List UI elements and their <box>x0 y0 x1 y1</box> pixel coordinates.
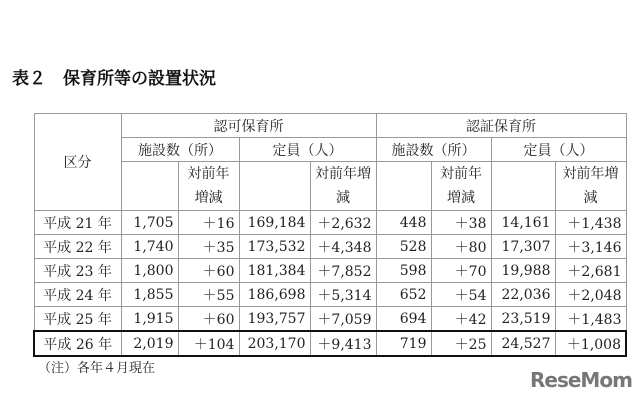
cell-value: 719 <box>376 331 431 356</box>
table-row <box>34 331 626 356</box>
cell-value: 19,988 <box>491 259 555 283</box>
cell-value: 2,019 <box>121 331 178 356</box>
cell-value: ＋35 <box>178 235 239 259</box>
cell-value: 186,698 <box>239 283 310 307</box>
nursery-table <box>33 113 627 357</box>
cell-value: ＋2,681 <box>555 259 626 283</box>
header-category: 区分 <box>34 114 121 211</box>
cell-value: ＋60 <box>178 259 239 283</box>
header-facilities: 施設数（所） <box>376 138 491 162</box>
cell-value: ＋7,059 <box>310 307 376 332</box>
header-change: 対前年増減 <box>555 162 626 211</box>
cell-value: 1,800 <box>121 259 178 283</box>
cell-value: 173,532 <box>239 235 310 259</box>
cell-value: ＋25 <box>431 331 491 356</box>
cell-value: ＋54 <box>431 283 491 307</box>
cell-value: ＋4,348 <box>310 235 376 259</box>
cell-value: 652 <box>376 283 431 307</box>
cell-value: 169,184 <box>239 211 310 235</box>
cell-value: ＋16 <box>178 211 239 235</box>
cell-value: ＋3,146 <box>555 235 626 259</box>
cell-value: ＋1,483 <box>555 307 626 332</box>
cell-value: 17,307 <box>491 235 555 259</box>
cell-value: ＋60 <box>178 307 239 332</box>
table-row <box>34 259 626 283</box>
cell-value: 1,740 <box>121 235 178 259</box>
cell-value: ＋1,438 <box>555 211 626 235</box>
cell-value: 203,170 <box>239 331 310 356</box>
cell-value: ＋7,852 <box>310 259 376 283</box>
cell-value: ＋2,048 <box>555 283 626 307</box>
table-row <box>34 211 626 235</box>
table-row <box>34 283 626 307</box>
table-row <box>34 235 626 259</box>
header-facilities: 施設数（所） <box>121 138 239 162</box>
cell-value: ＋55 <box>178 283 239 307</box>
header-licensed: 認可保育所 <box>121 114 376 138</box>
cell-value: 528 <box>376 235 431 259</box>
row-year: 平成 23 年 <box>34 259 121 283</box>
row-year: 平成 26 年 <box>34 331 121 356</box>
cell-value: ＋80 <box>431 235 491 259</box>
cell-value: ＋42 <box>431 307 491 332</box>
resemom-logo: ReseMom <box>530 368 632 392</box>
cell-value: 1,855 <box>121 283 178 307</box>
footnote: （注）各年４月現在 <box>38 361 156 376</box>
cell-value: 1,915 <box>121 307 178 332</box>
row-year: 平成 25 年 <box>34 307 121 332</box>
cell-value: ＋9,413 <box>310 331 376 356</box>
table-title: 表２ 保育所等の設置状況 <box>12 69 216 89</box>
header-change: 対前年増減 <box>310 162 376 211</box>
cell-value: ＋38 <box>431 211 491 235</box>
cell-value: 14,161 <box>491 211 555 235</box>
cell-value: ＋1,008 <box>555 331 626 356</box>
row-year: 平成 22 年 <box>34 235 121 259</box>
cell-value: 23,519 <box>491 307 555 332</box>
cell-value: 448 <box>376 211 431 235</box>
table-row <box>34 307 626 332</box>
header-certified: 認証保育所 <box>376 114 626 138</box>
header-capacity: 定員（人） <box>239 138 376 162</box>
header-capacity: 定員（人） <box>491 138 626 162</box>
cell-value: 22,036 <box>491 283 555 307</box>
row-year: 平成 24 年 <box>34 283 121 307</box>
cell-value: 1,705 <box>121 211 178 235</box>
cell-value: 598 <box>376 259 431 283</box>
cell-value: ＋2,632 <box>310 211 376 235</box>
cell-value: 181,384 <box>239 259 310 283</box>
cell-value: ＋104 <box>178 331 239 356</box>
cell-value: ＋70 <box>431 259 491 283</box>
cell-value: ＋5,314 <box>310 283 376 307</box>
cell-value: 24,527 <box>491 331 555 356</box>
header-change: 対前年増減 <box>431 162 491 211</box>
cell-value: 694 <box>376 307 431 332</box>
cell-value: 193,757 <box>239 307 310 332</box>
row-year: 平成 21 年 <box>34 211 121 235</box>
header-change: 対前年増減 <box>178 162 239 211</box>
